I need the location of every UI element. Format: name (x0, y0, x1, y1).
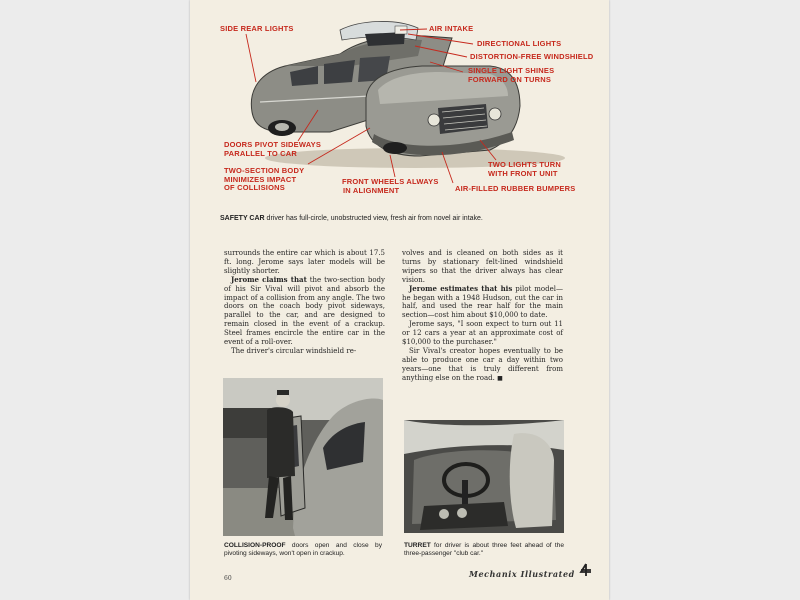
photo-right-caption-lead: TURRET (404, 542, 431, 549)
callout-two-lights-turn (488, 161, 561, 178)
col1-paragraph-2 (224, 276, 385, 347)
magazine-title: Mechanix Illustrated (469, 569, 575, 579)
callout-single-light-line1: SINGLE LIGHT SHINES (468, 66, 555, 75)
callout-air-intake: AIR INTAKE (429, 24, 474, 33)
col2-paragraph-3: Jerome says, "I soon expect to turn out 11 or 12 cars a year at an approximate cost of $10,000 to the purchaser." (402, 320, 563, 347)
callout-body-line3: OF COLLISIONS (224, 183, 285, 192)
magazine-logo-icon (578, 563, 592, 577)
col2-paragraph-4-text: Sir Vival's creator hopes eventually to be able to produce one car a day within two years—one that is truly different from anything else on the road. (402, 346, 563, 382)
photo-right-caption (404, 542, 564, 558)
photo-collision-proof-doors (223, 378, 383, 536)
turret-photo-image (404, 420, 564, 533)
col1-paragraph-3: The driver's circular windshield re- (231, 346, 357, 355)
callout-single-light-line2: FORWARD ON TURNS (468, 74, 552, 84)
callout-two-lights-line2: WITH FRONT UNIT (488, 168, 558, 178)
callout-front-wheels (342, 178, 439, 195)
col1-paragraph-1: surrounds the entire car which is about 17.5 ft. long. Jerome says later models will be slightly shorter. (224, 249, 385, 275)
article-column-left (224, 249, 385, 356)
photo-left-caption-lead: COLLISION-PROOF (224, 542, 286, 549)
photo-right-caption-text: for driver is about three feet ahead of the three-passenger "club car." (404, 542, 564, 558)
callout-wheels-line2: IN ALIGNMENT (343, 185, 400, 195)
photo-left-caption-text: doors open and close by pivoting sideways, won't open in crackup. (224, 542, 382, 558)
hero-caption-text: driver has full-circle, unobstructed view, fresh air from novel air intake. (264, 215, 483, 222)
callout-wheels-line1: FRONT WHEELS ALWAYS (342, 177, 439, 186)
col2-paragraph-2-lead: Jerome estimates that his (409, 283, 513, 293)
col2-paragraph-2 (402, 285, 563, 321)
callout-two-section-body (224, 167, 304, 193)
hero-illustration (190, 0, 609, 215)
callout-doors-pivot (224, 141, 321, 158)
photo-driver-turret (404, 420, 564, 533)
callout-doors-line2: PARALLEL TO CAR (224, 148, 298, 158)
photo-left-caption (224, 542, 382, 558)
callout-directional-lights: DIRECTIONAL LIGHTS (477, 39, 562, 48)
col1-paragraph-2-text: the two-section body of his Sir Vival will pivot and absorb the impact of a collision from any angle. The two doors on the coach body pivot sideways, parallel to the car, and are designed to remain closed in the event of a crackup. Steel frames encircle the entire car in the event of a roll-over. (224, 275, 385, 347)
col1-paragraph-2-lead: Jerome claims that (231, 274, 307, 284)
hero-caption-lead: SAFETY CAR (220, 215, 265, 222)
article-column-right (402, 249, 563, 384)
door-photo-image (223, 378, 383, 536)
callout-single-light (468, 67, 554, 84)
callout-distortion-free-windshield: DISTORTION-FREE WINDSHIELD (470, 52, 594, 61)
callout-body-line1: TWO-SECTION BODY (224, 166, 305, 175)
magazine-page (190, 0, 609, 600)
callout-air-filled-bumpers: AIR-FILLED RUBBER BUMPERS (455, 184, 576, 193)
callout-doors-line1: DOORS PIVOT SIDEWAYS (224, 140, 322, 149)
hero-caption (220, 214, 580, 223)
callout-side-rear-lights: SIDE REAR LIGHTS (220, 24, 294, 33)
callout-body-line2: MINIMIZES IMPACT (224, 174, 297, 184)
col2-paragraph-2-text: pilot model—he began with a 1948 Hudson, cut the car in half, and used the rear half for the main section—cost him about $10,000 to date. (402, 284, 563, 320)
end-mark-icon: ■ (497, 374, 503, 382)
page-number: 60 (224, 575, 232, 582)
callout-two-lights-line1: TWO LIGHTS TURN (488, 160, 561, 169)
col2-paragraph-4 (402, 347, 563, 384)
col2-paragraph-1: volves and is cleaned on both sides as it turns by stationary felt-lined windshield wipers so that the driver always has clear vision. (402, 249, 563, 284)
